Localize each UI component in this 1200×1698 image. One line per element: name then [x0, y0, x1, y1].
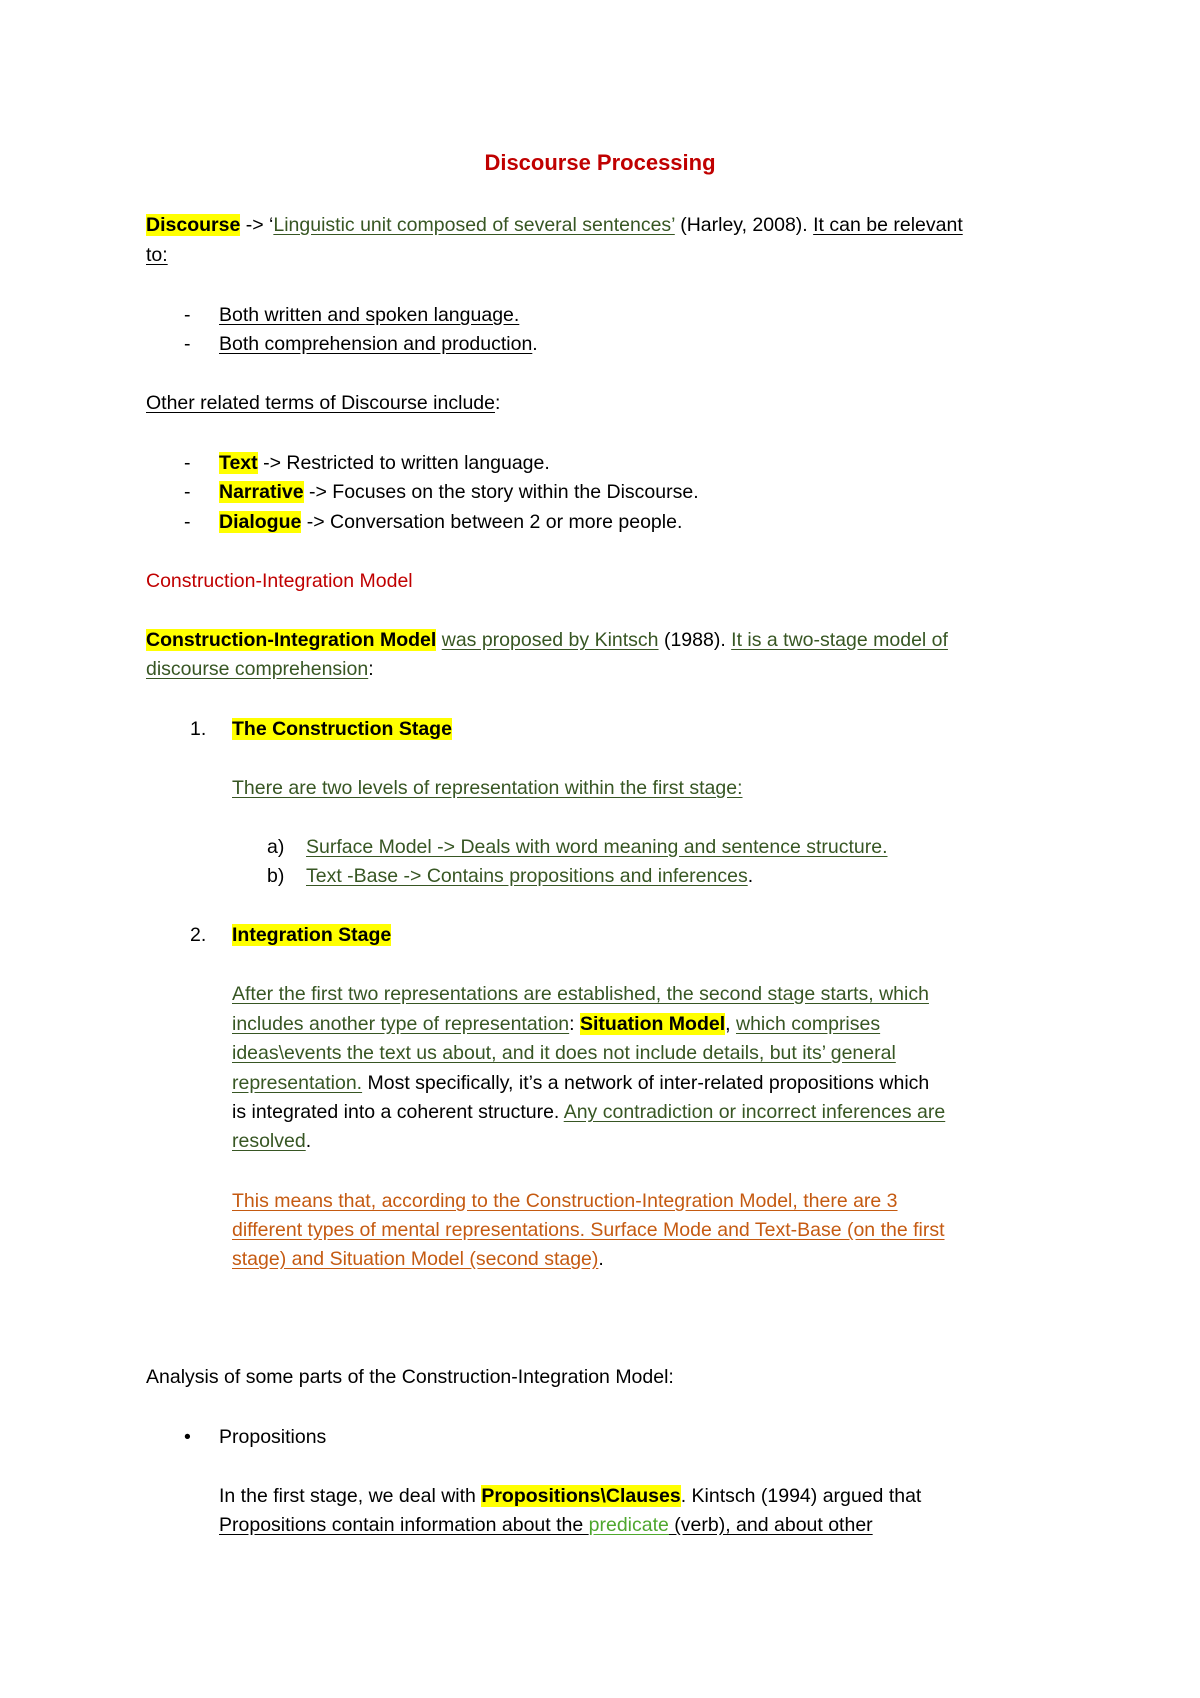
term-text: Text [219, 452, 258, 474]
summary-line: different types of mental representations. Surface Mode and Text-Base (on the first [232, 1219, 945, 1241]
list-marker: - [184, 481, 191, 503]
paragraph-end: : [494, 392, 501, 414]
paragraph-text: Any contradiction or incorrect inferences are [563, 1101, 946, 1123]
paragraph-text: resolved [232, 1130, 306, 1152]
citation: (Harley, 2008). [674, 214, 814, 236]
list-item-text: Text -Base -> Contains propositions and inferences [306, 865, 748, 887]
paragraph-line [232, 1070, 929, 1096]
summary-text: stage) and Situation Model (second stage) [232, 1248, 599, 1270]
paragraph [146, 390, 500, 416]
paragraph-line [232, 1099, 945, 1125]
list-number: 1. [190, 718, 207, 740]
stage-heading-text: The Construction Stage [232, 718, 452, 740]
paragraph-end: : [368, 658, 374, 680]
paragraph-end: . [305, 1130, 312, 1152]
colon-text: : [569, 1013, 580, 1035]
list-marker: - [184, 333, 191, 355]
term-ci-model: Construction-Integration Model [146, 629, 437, 651]
definition-line-2: to: [146, 244, 168, 266]
list-marker: - [184, 452, 191, 474]
summary-line [232, 1246, 604, 1272]
term-dialogue: Dialogue [219, 511, 302, 533]
list-marker: - [184, 304, 191, 326]
section-heading: Construction-Integration Model [146, 570, 413, 592]
comma-text: , [725, 1013, 736, 1035]
paragraph-line: After the first two representations are established, the second stage starts, which [232, 983, 929, 1005]
paragraph-line [219, 1483, 921, 1509]
paragraph-line-1 [146, 627, 948, 653]
proposed-text: was proposed by Kintsch [441, 629, 659, 651]
list-item: Both written and spoken language. [219, 304, 520, 326]
analysis-heading: Analysis of some parts of the Construction-Integration Model: [146, 1366, 674, 1388]
term-narrative: Narrative [219, 481, 304, 503]
definition-quote: Linguistic unit composed of several sentences’ [273, 214, 675, 236]
list-item-text: Both comprehension and production [219, 333, 533, 355]
term-description: -> Restricted to written language. [257, 452, 550, 474]
paragraph-line [232, 1128, 311, 1154]
predicate-text: predicate [588, 1514, 669, 1536]
term-description: -> Conversation between 2 or more people. [301, 511, 683, 533]
definition-line-1 [146, 212, 963, 238]
year-text: (1988). [658, 629, 732, 651]
paragraph-text: is integrated into a coherent structure. [232, 1101, 564, 1123]
term-description: -> Focuses on the story within the Discourse. [303, 481, 699, 503]
stage-intro: There are two levels of representation within the first stage: [232, 777, 743, 799]
list-item-end: . [747, 865, 754, 887]
list-item [219, 479, 699, 505]
paragraph-text: (verb), and about other [668, 1514, 873, 1536]
paragraph-line-2 [146, 656, 374, 682]
term-discourse: Discourse [146, 214, 241, 236]
list-item [219, 509, 682, 535]
list-item [306, 863, 753, 889]
relevant-text: It can be relevant [813, 214, 963, 236]
list-item: Surface Model -> Deals with word meaning and sentence structure. [306, 836, 888, 858]
list-item: Propositions [219, 1426, 327, 1448]
paragraph-text: . Kintsch (1994) argued that [680, 1485, 922, 1507]
list-number: 2. [190, 924, 207, 946]
list-marker: - [184, 511, 191, 533]
list-letter: a) [267, 836, 285, 858]
term-propositions: Propositions\Clauses [481, 1485, 681, 1507]
list-letter: b) [267, 865, 285, 887]
paragraph-text: Most specifically, it’s a network of inter-related propositions which [362, 1072, 930, 1094]
paragraph-text: Propositions contain information about the [219, 1514, 589, 1536]
paragraph-line [219, 1512, 873, 1538]
stage-heading [232, 922, 391, 948]
arrow-text: -> ‘ [240, 214, 274, 236]
term-situation-model: Situation Model [579, 1013, 726, 1035]
paragraph-text: In the first stage, we deal with [219, 1485, 482, 1507]
list-item [219, 331, 538, 357]
paragraph-line: ideas\events the text us about, and it does not include details, but its’ general [232, 1042, 896, 1064]
bullet-marker: • [184, 1426, 191, 1448]
two-stage-text: It is a two-stage model of [731, 629, 948, 651]
paragraph-text: includes another type of representation [232, 1013, 570, 1035]
list-item-end: . [532, 333, 538, 355]
paragraph-line [232, 1011, 880, 1037]
stage-heading-text: Integration Stage [232, 924, 392, 946]
paragraph-text: which comprises [735, 1013, 881, 1035]
two-stage-text-cont: discourse comprehension [146, 658, 369, 680]
stage-heading [232, 716, 452, 742]
summary-line: This means that, according to the Construction-Integration Model, there are 3 [232, 1190, 898, 1212]
summary-end: . [598, 1248, 604, 1270]
paragraph-text: representation. [232, 1072, 363, 1094]
paragraph-text: Other related terms of Discourse include [146, 392, 495, 414]
page-title: Discourse Processing [484, 150, 716, 175]
list-item [219, 450, 550, 476]
